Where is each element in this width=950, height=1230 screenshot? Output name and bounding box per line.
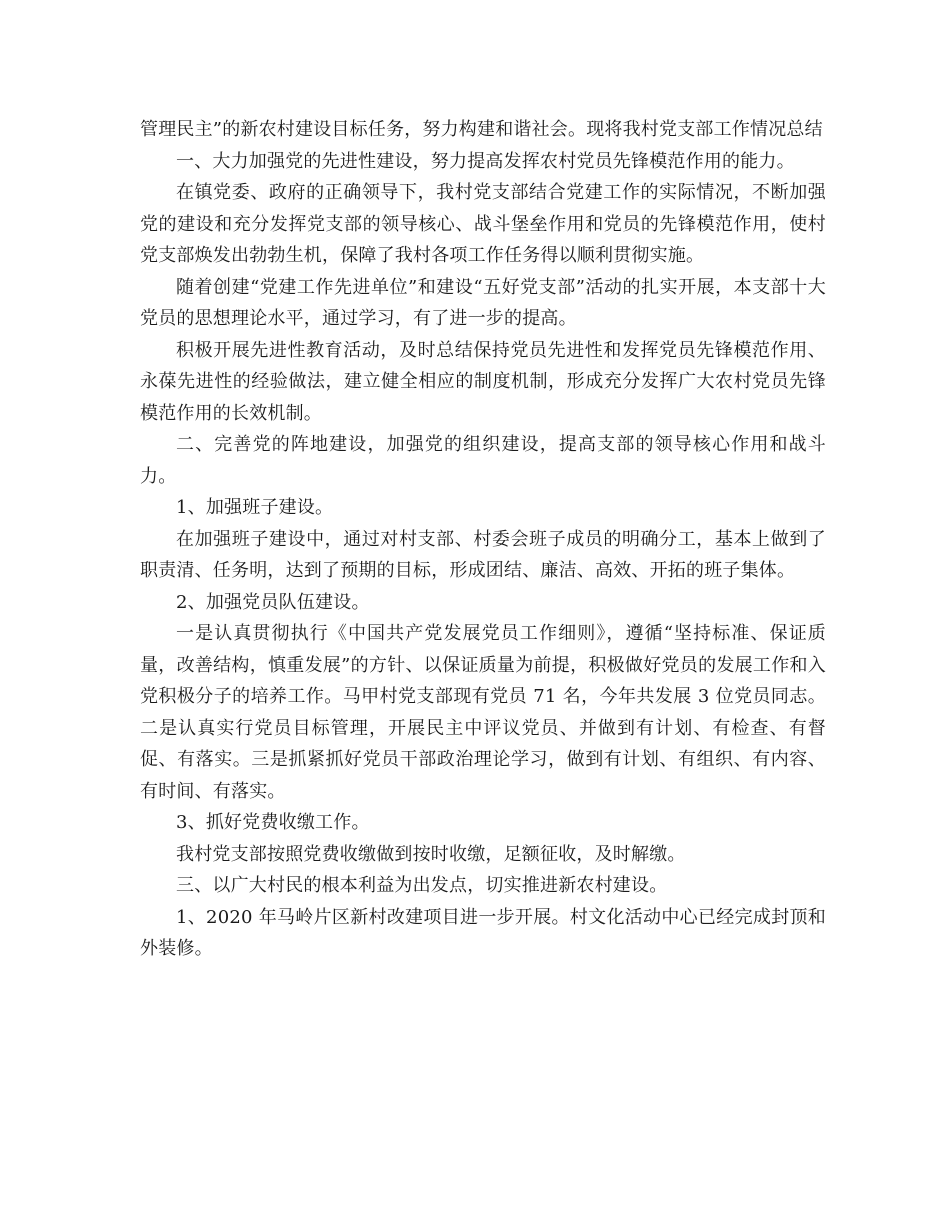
heading-section-1: 一、大力加强党的先进性建设，努力提高发挥农村党员先锋模范作用的能力。: [176, 150, 795, 172]
paragraph-8: 在加强班子建设中，通过对村支部、村委会班子成员的明确分工，基本上做到了职责清、任务明，达到了预期的目标，形成团结、廉洁、高效、开拓的班子集体。: [140, 528, 826, 581]
paragraph-10: 一是认真贯彻执行《中国共产党发展党员工作细则》，遵循“坚持标准、保证质量，改善结构，慎重发展”的方针、以保证质量为前提，积极做好党员的发展工作和入党积极分子的培养工作。马甲村党支部现有党员 71 名，今年共发展 3 位党员同志。二是认真实行党员目标管理，开展民主中评议党员、并做到有计划、有检查、有督促、有落实。三是抓紧抓好党员干部政治理论学习，做到有计划、有组织、有内容、有时间、有落实。: [140, 623, 826, 802]
paragraph-1: 管理民主”的新农村建设目标任务，努力构建和谐社会。现将我村党支部工作情况总结: [140, 119, 823, 140]
document-body: [140, 114, 826, 965]
subheading-2-3: 3、抓好党费收缴工作。: [176, 812, 370, 833]
paragraph-5: 积极开展先进性教育活动，及时总结保持党员先进性和发挥党员先锋模范作用、永葆先进性的经验做法，建立健全相应的制度机制，形成充分发挥广大农村党员先锋模范作用的长效机制。: [140, 339, 826, 424]
heading-section-3: 三、以广大村民的根本利益为出发点，切实推进新农村建设。: [176, 875, 668, 896]
subheading-2-1: 1、加强班子建设。: [176, 497, 334, 518]
paragraph-12: 我村党支部按照党费收缴做到按时收缴，足额征收，及时解缴。: [176, 843, 686, 865]
paragraph-3: 在镇党委、政府的正确领导下，我村党支部结合党建工作的实际情况，不断加强党的建设和充分发挥党支部的领导核心、战斗堡垒作用和党员的先锋模范作用，使村党支部焕发出勃勃生机，保障了我村各项工作任务得以顺利贯彻实施。: [140, 182, 826, 266]
heading-section-2: 二、完善党的阵地建设，加强党的组织建设，提高支部的领导核心作用和战斗力。: [140, 434, 826, 487]
paragraph-14: 1、2020 年马岭片区新村改建项目进一步开展。村文化活动中心已经完成封顶和外装修。: [140, 906, 826, 959]
subheading-2-2: 2、加强党员队伍建设。: [176, 591, 370, 613]
paragraph-4: 随着创建“党建工作先进单位”和建设“五好党支部”活动的扎实开展，本支部十大党员的思想理论水平，通过学习，有了进一步的提高。: [140, 276, 826, 329]
